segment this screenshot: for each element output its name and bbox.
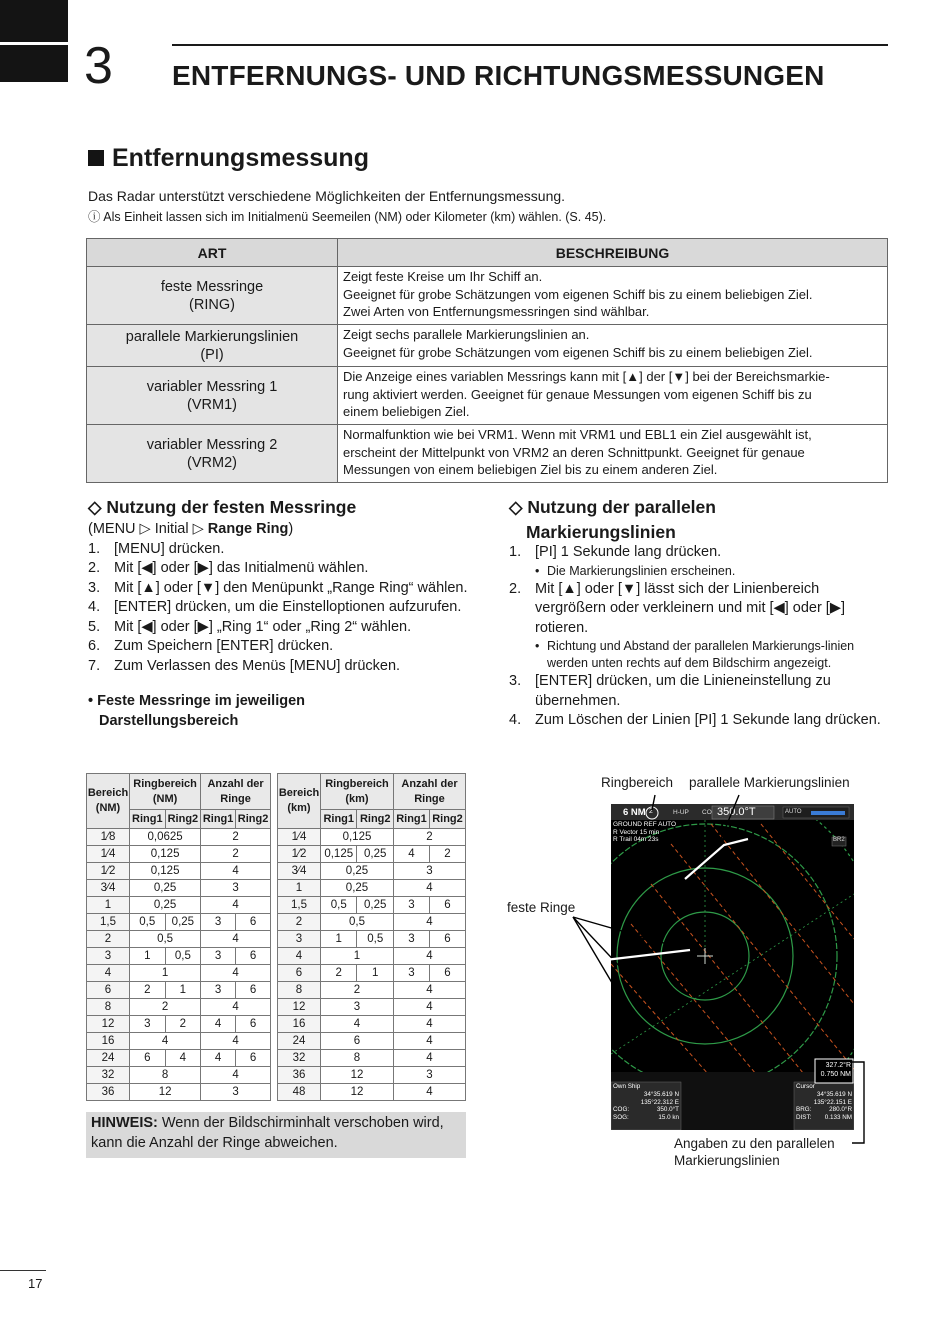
ring-cell: 0,25 — [130, 880, 201, 897]
table-row — [87, 1050, 271, 1067]
ring-cell: 1 — [357, 965, 394, 982]
count-cell: 3 — [393, 1067, 465, 1084]
table-row — [278, 1050, 466, 1067]
step-text: Mit [◀] oder [▶] „Ring 1“ oder „Ring 2“ wählen. — [114, 618, 412, 635]
step-number: 2. — [509, 580, 522, 597]
range-cell: 36 — [87, 1084, 130, 1101]
hint-box: HINWEIS: Wenn der Bildschirminhalt verschoben wird, kann die Anzahl der Ringe abweichen. — [86, 1112, 466, 1158]
range-cell: 16 — [278, 1016, 321, 1033]
page-number: 17 — [28, 1276, 43, 1291]
ring-cell: 0,125 — [321, 846, 357, 863]
step-item — [509, 580, 889, 673]
ring-cell: 0,5 — [165, 948, 201, 965]
table-row — [87, 948, 271, 965]
step-text: Zum Verlassen des Menüs [MENU] drücken. — [114, 657, 401, 674]
range-cell: 24 — [278, 1033, 321, 1050]
range-cell: 4 — [87, 965, 130, 982]
count-cell: 4 — [393, 880, 465, 897]
ring-range-header: Ringbereich (km) — [321, 774, 394, 810]
ring-subheader: Ring1 — [201, 810, 236, 829]
ring-cell: 4 — [321, 1016, 394, 1033]
count-cell: 6 — [236, 1016, 271, 1033]
count-cell: 4 — [201, 1033, 271, 1050]
own-ship-cursor — [697, 948, 713, 964]
table-row — [278, 1084, 466, 1101]
range-cell: 3 — [278, 931, 321, 948]
ring-count-header: Anzahl der Ringe — [393, 774, 465, 810]
ring-cell: 4 — [130, 1033, 201, 1050]
range-cell: 3⁄4 — [87, 880, 130, 897]
menu-path: (MENU ▷ Initial ▷ Range Ring) — [88, 521, 294, 537]
ring-cell: 0,5 — [357, 931, 394, 948]
count-cell: 6 — [236, 1050, 271, 1067]
square-bullet-icon — [88, 150, 104, 166]
count-cell: 2 — [429, 846, 465, 863]
table-row — [87, 1067, 271, 1084]
ring-cell: 4 — [165, 1050, 201, 1067]
table-row — [87, 863, 271, 880]
chapter-title: ENTFERNUNGS- UND RICHTUNGSMESSUNGEN — [172, 60, 825, 91]
ring-cell: 0,125 — [130, 846, 201, 863]
ring-cell: 6 — [321, 1033, 394, 1050]
step-number: 4. — [88, 599, 101, 615]
ring-cell: 1 — [130, 948, 166, 965]
ring-subheader: Ring2 — [236, 810, 271, 829]
table-row — [87, 846, 271, 863]
count-cell: 6 — [429, 897, 465, 914]
ring-cell: 0,25 — [357, 897, 394, 914]
count-cell: 4 — [201, 999, 271, 1016]
table-row — [278, 880, 466, 897]
heading-readout: 350.0°T — [717, 806, 756, 818]
step-item — [509, 711, 889, 731]
ring-subheader: Ring1 — [393, 810, 429, 829]
type-cell: variabler Messring 2 (VRM2) — [87, 425, 338, 483]
step-item — [509, 543, 889, 580]
step-number: 3. — [509, 673, 522, 689]
ring-cell: 2 — [321, 965, 357, 982]
step-text: [MENU] drücken. — [114, 540, 225, 557]
step-subnote: • Richtung und Abstand der parallelen Markierungs-linien werden unten rechts auf dem Bildschirm angezeigt. — [535, 638, 889, 672]
table-header: ART — [87, 239, 338, 267]
table-row — [278, 846, 466, 863]
fixed-rings-title: ◇ Nutzung der festen Messringe — [88, 497, 357, 517]
range-cell: 2 — [278, 914, 321, 931]
type-cell: parallele Markierungslinien (PI) — [87, 325, 338, 367]
table-row — [87, 829, 271, 846]
ring-cell: 0,5 — [321, 914, 394, 931]
mode-readout: H-UP — [673, 809, 689, 816]
ring-subheader: Ring1 — [130, 810, 166, 829]
count-cell: 3 — [393, 863, 465, 880]
section-note: ⓘ Als Einheit lassen sich im Initialmenü Seemeilen (NM) oder Kilometer (km) wählen. (S. 45). — [88, 210, 607, 224]
count-cell: 4 — [393, 982, 465, 999]
count-cell: 4 — [393, 999, 465, 1016]
radar-screen — [611, 804, 854, 1130]
radar-display — [611, 804, 854, 1130]
range-header: Bereich (km) — [278, 774, 321, 829]
fixed-rings-steps — [88, 540, 468, 677]
step-number: 1. — [88, 540, 101, 557]
ring-subheader: Ring2 — [357, 810, 394, 829]
range-cell: 16 — [87, 1033, 130, 1050]
label-parallel-info: Angaben zu den parallelen Markierungslinien — [674, 1136, 835, 1168]
range-cell: 1 — [87, 897, 130, 914]
count-cell: 4 — [201, 1067, 271, 1084]
ring-count-header: Anzahl der Ringe — [201, 774, 271, 810]
count-cell: 3 — [201, 880, 271, 897]
count-cell: 6 — [429, 965, 465, 982]
step-number: 6. — [88, 638, 101, 654]
ring-cell: 2 — [321, 982, 394, 999]
type-cell: feste Messringe (RING) — [87, 267, 338, 325]
ring-cell: 2 — [165, 1016, 201, 1033]
step-item — [88, 618, 468, 638]
right-column — [509, 497, 889, 731]
step-text: [PI] 1 Sekunde lang drücken. — [535, 544, 722, 560]
chapter-tab — [0, 0, 68, 82]
step-item — [88, 540, 468, 560]
range-cell: 36 — [278, 1067, 321, 1084]
ring-cell: 3 — [130, 1016, 166, 1033]
ring-cell: 6 — [130, 1050, 166, 1067]
range-cell: 4 — [278, 948, 321, 965]
br-badge: BR2 — [833, 837, 845, 843]
ring-cell: 12 — [321, 1084, 394, 1101]
ring-table-km — [277, 773, 466, 1101]
parallel-line-info: 327.2°R 0.750 NM — [820, 1062, 851, 1078]
table-row — [87, 880, 271, 897]
step-subnote: • Die Markierungslinien erscheinen. — [535, 563, 889, 580]
count-cell: 2 — [393, 829, 465, 846]
range-cell: 3 — [87, 948, 130, 965]
page-number-rule — [0, 1270, 46, 1271]
step-item — [88, 637, 468, 657]
ring-cell: 0,25 — [165, 914, 201, 931]
range-cell: 8 — [278, 982, 321, 999]
step-text: Mit [▲] oder [▼] lässt sich der Linienbereich vergrößern oder verkleinern und mit [◀] oder [▶] rotieren. — [535, 580, 846, 636]
count-cell: 6 — [429, 931, 465, 948]
count-cell: 4 — [393, 846, 429, 863]
count-cell: 4 — [201, 1016, 236, 1033]
step-text: Zum Löschen der Linien [PI] 1 Sekunde lang drücken. — [535, 712, 881, 728]
step-number: 7. — [88, 657, 101, 674]
ring-table-nm — [86, 773, 271, 1101]
range-cell: 1⁄2 — [87, 863, 130, 880]
ring-cell: 1 — [130, 965, 201, 982]
ring-cell: 0,25 — [130, 897, 201, 914]
range-cell: 48 — [278, 1084, 321, 1101]
measurement-types-table — [86, 238, 888, 483]
step-item — [509, 672, 889, 711]
count-cell: 4 — [393, 914, 465, 931]
count-cell: 3 — [201, 948, 236, 965]
range-cell: 1,5 — [278, 897, 321, 914]
ring-cell: 0,5 — [130, 914, 166, 931]
section-title — [88, 144, 369, 173]
table-row — [87, 931, 271, 948]
count-cell: 4 — [201, 931, 271, 948]
table-row — [87, 914, 271, 931]
step-item — [88, 598, 468, 618]
parallel-lines-title-2: Markierungslinien — [526, 522, 676, 542]
count-cell: 3 — [393, 965, 429, 982]
ring-cell: 0,25 — [357, 846, 394, 863]
auto-readout: AUTO — [785, 809, 802, 815]
ring-cell: 0,25 — [321, 863, 394, 880]
range-cell: 32 — [278, 1050, 321, 1067]
ring-cell: 2 — [130, 982, 166, 999]
range-cell: 1⁄8 — [87, 829, 130, 846]
table-row — [87, 1084, 271, 1101]
description-cell: Zeigt feste Kreise um Ihr Schiff an. Geeignet für grobe Schätzungen vom eigenen Schiff bis zu einem beliebigen Ziel. Zwei Arten von Entfernungsmessringen sind wählbar. — [338, 267, 888, 325]
step-item — [88, 579, 468, 599]
ring-cell: 3 — [321, 999, 394, 1016]
ring-table-title: • Feste Messringe im jeweiligen Darstellungsbereich — [88, 693, 306, 729]
ring-cell: 0,0625 — [130, 829, 201, 846]
range-cell: 1⁄2 — [278, 846, 321, 863]
table-row — [87, 1016, 271, 1033]
step-number: 2. — [88, 560, 101, 576]
ring-cell: 1 — [165, 982, 201, 999]
table-row — [87, 425, 888, 483]
ring-cell: 8 — [130, 1067, 201, 1084]
table-row — [87, 1033, 271, 1050]
table-row — [87, 325, 888, 367]
table-row — [278, 931, 466, 948]
fixed-ring — [611, 824, 837, 1088]
parallel-lines-title: ◇ Nutzung der parallelen — [509, 497, 716, 517]
table-row — [87, 367, 888, 425]
range-cell: 12 — [278, 999, 321, 1016]
range-cell: 3⁄4 — [278, 863, 321, 880]
ring-subheader: Ring2 — [165, 810, 201, 829]
table-row — [278, 1067, 466, 1084]
ring-subheader: Ring2 — [429, 810, 465, 829]
table-row — [278, 863, 466, 880]
chapter-number: 3 — [84, 37, 113, 95]
range-cell: 6 — [278, 965, 321, 982]
count-cell: 4 — [201, 1050, 236, 1067]
count-cell: 4 — [393, 1033, 465, 1050]
heading-line — [611, 894, 854, 1054]
table-row — [278, 914, 466, 931]
step-number: 5. — [88, 618, 101, 635]
count-cell: 3 — [201, 914, 236, 931]
range-cell: 32 — [87, 1067, 130, 1084]
table-row — [278, 1033, 466, 1050]
table-row — [278, 829, 466, 846]
range-readout: 6 NM — [623, 807, 646, 818]
step-text: Mit [▲] oder [▼] den Menüpunkt „Range Ring“ wählen. — [114, 579, 468, 596]
label-parallel-lines: parallele Markierungslinien — [689, 775, 850, 790]
table-row — [278, 999, 466, 1016]
step-number: 1. — [509, 544, 522, 560]
step-text: [ENTER] drücken, um die Einstelloptionen aufzurufen. — [114, 599, 462, 615]
table-row — [87, 965, 271, 982]
range-cell: 2 — [87, 931, 130, 948]
ring-cell: 8 — [321, 1050, 394, 1067]
ring-cell: 1 — [321, 948, 394, 965]
table-row — [278, 948, 466, 965]
table-row — [87, 267, 888, 325]
ring-cell: 12 — [321, 1067, 394, 1084]
table-row — [278, 1016, 466, 1033]
count-cell: 4 — [393, 1084, 465, 1101]
count-cell: 4 — [201, 863, 271, 880]
range-header: Bereich (NM) — [87, 774, 130, 829]
ring-cell: 2 — [130, 999, 201, 1016]
step-text: Zum Speichern [ENTER] drücken. — [114, 638, 334, 654]
left-column — [88, 497, 468, 731]
description-cell: Normalfunktion wie bei VRM1. Wenn mit VRM1 und EBL1 ein Ziel ausgewählt ist, erscheint der Mittelpunkt von VRM2 an deren Schnittpunkt. Geeignet für genaue Messungen von einem beliebigen Ziel bis zu einem anderen Ziel. — [338, 425, 888, 483]
count-cell: 3 — [201, 1084, 271, 1101]
range-cell: 24 — [87, 1050, 130, 1067]
ring-cell: 0,25 — [321, 880, 394, 897]
step-item — [88, 657, 468, 677]
table-row — [278, 965, 466, 982]
count-cell: 3 — [393, 897, 429, 914]
count-cell: 6 — [236, 914, 271, 931]
step-number: 3. — [88, 579, 101, 596]
cursor-panel: Cursor 34°35.619 N 135°22.151 E BRG: 280.0°R DIST: 0.133 NM — [796, 1083, 852, 1122]
label-ring-range: Ringbereich — [601, 775, 674, 790]
count-cell: 4 — [393, 1050, 465, 1067]
ring-range-readout: 2 — [649, 808, 653, 815]
count-cell: 4 — [201, 897, 271, 914]
count-cell: 6 — [236, 948, 271, 965]
range-cell: 1,5 — [87, 914, 130, 931]
status-lines: GROUND REF AUTO R Vector 15 min R Trail 04m 23s — [613, 821, 677, 843]
count-cell: 3 — [393, 931, 429, 948]
ring-cell: 0,5 — [321, 897, 357, 914]
description-cell: Die Anzeige eines variablen Messrings kann mit [▲] der [▼] bei der Bereichsmarkie- rung aktiviert werden. Geeignet für genaue Messungen vom eigenen Schiff bis zu einem beliebigen Ziel. — [338, 367, 888, 425]
type-cell: variabler Messring 1 (VRM1) — [87, 367, 338, 425]
range-cell: 6 — [87, 982, 130, 999]
count-cell: 3 — [201, 982, 236, 999]
count-cell: 4 — [393, 948, 465, 965]
ring-cell: 0,125 — [130, 863, 201, 880]
table-row — [278, 982, 466, 999]
table-row — [87, 982, 271, 999]
count-cell: 2 — [201, 846, 271, 863]
range-cell: 1⁄4 — [278, 829, 321, 846]
label-fixed-rings: feste Ringe — [507, 900, 576, 915]
table-header: BESCHREIBUNG — [338, 239, 888, 267]
ring-subheader: Ring1 — [321, 810, 357, 829]
range-cell: 8 — [87, 999, 130, 1016]
table-row — [278, 897, 466, 914]
section-intro: Das Radar unterstützt verschiedene Möglichkeiten der Entfernungsmessung. — [88, 188, 566, 204]
step-text: Mit [◀] oder [▶] das Initialmenü wählen. — [114, 560, 369, 576]
step-item — [88, 559, 468, 579]
table-header-row — [278, 774, 466, 810]
chapter-rule — [172, 44, 888, 46]
chapter-tab-divider — [0, 42, 68, 45]
table-row — [87, 999, 271, 1016]
table-header-row — [87, 774, 271, 810]
count-cell: 4 — [393, 1016, 465, 1033]
range-cell: 1⁄4 — [87, 846, 130, 863]
table-row — [87, 897, 271, 914]
range-cell: 12 — [87, 1016, 130, 1033]
ring-range-header: Ringbereich (NM) — [130, 774, 201, 810]
ring-cell: 0,5 — [130, 931, 201, 948]
range-cell: 1 — [278, 880, 321, 897]
ring-cell: 1 — [321, 931, 357, 948]
count-cell: 2 — [201, 829, 271, 846]
ring-cell: 0,125 — [321, 829, 394, 846]
ring-cell: 12 — [130, 1084, 201, 1101]
step-number: 4. — [509, 712, 522, 728]
count-cell: 6 — [236, 982, 271, 999]
course-label: CO — [702, 809, 712, 816]
parallel-lines-steps — [509, 543, 889, 731]
description-cell: Zeigt sechs parallele Markierungslinien an. Geeignet für grobe Schätzungen vom eigenen Schiff bis zu einem beliebigen Ziel. — [338, 325, 888, 367]
step-text: [ENTER] drücken, um die Linieneinstellung zu übernehmen. — [535, 673, 831, 709]
section-title-text: Entfernungsmessung — [112, 144, 369, 172]
count-cell: 4 — [201, 965, 271, 982]
own-ship-panel: Own Ship 34°35.619 N 135°22.312 E COG: 350.0°T SOG: 15.0 kn — [613, 1083, 679, 1122]
